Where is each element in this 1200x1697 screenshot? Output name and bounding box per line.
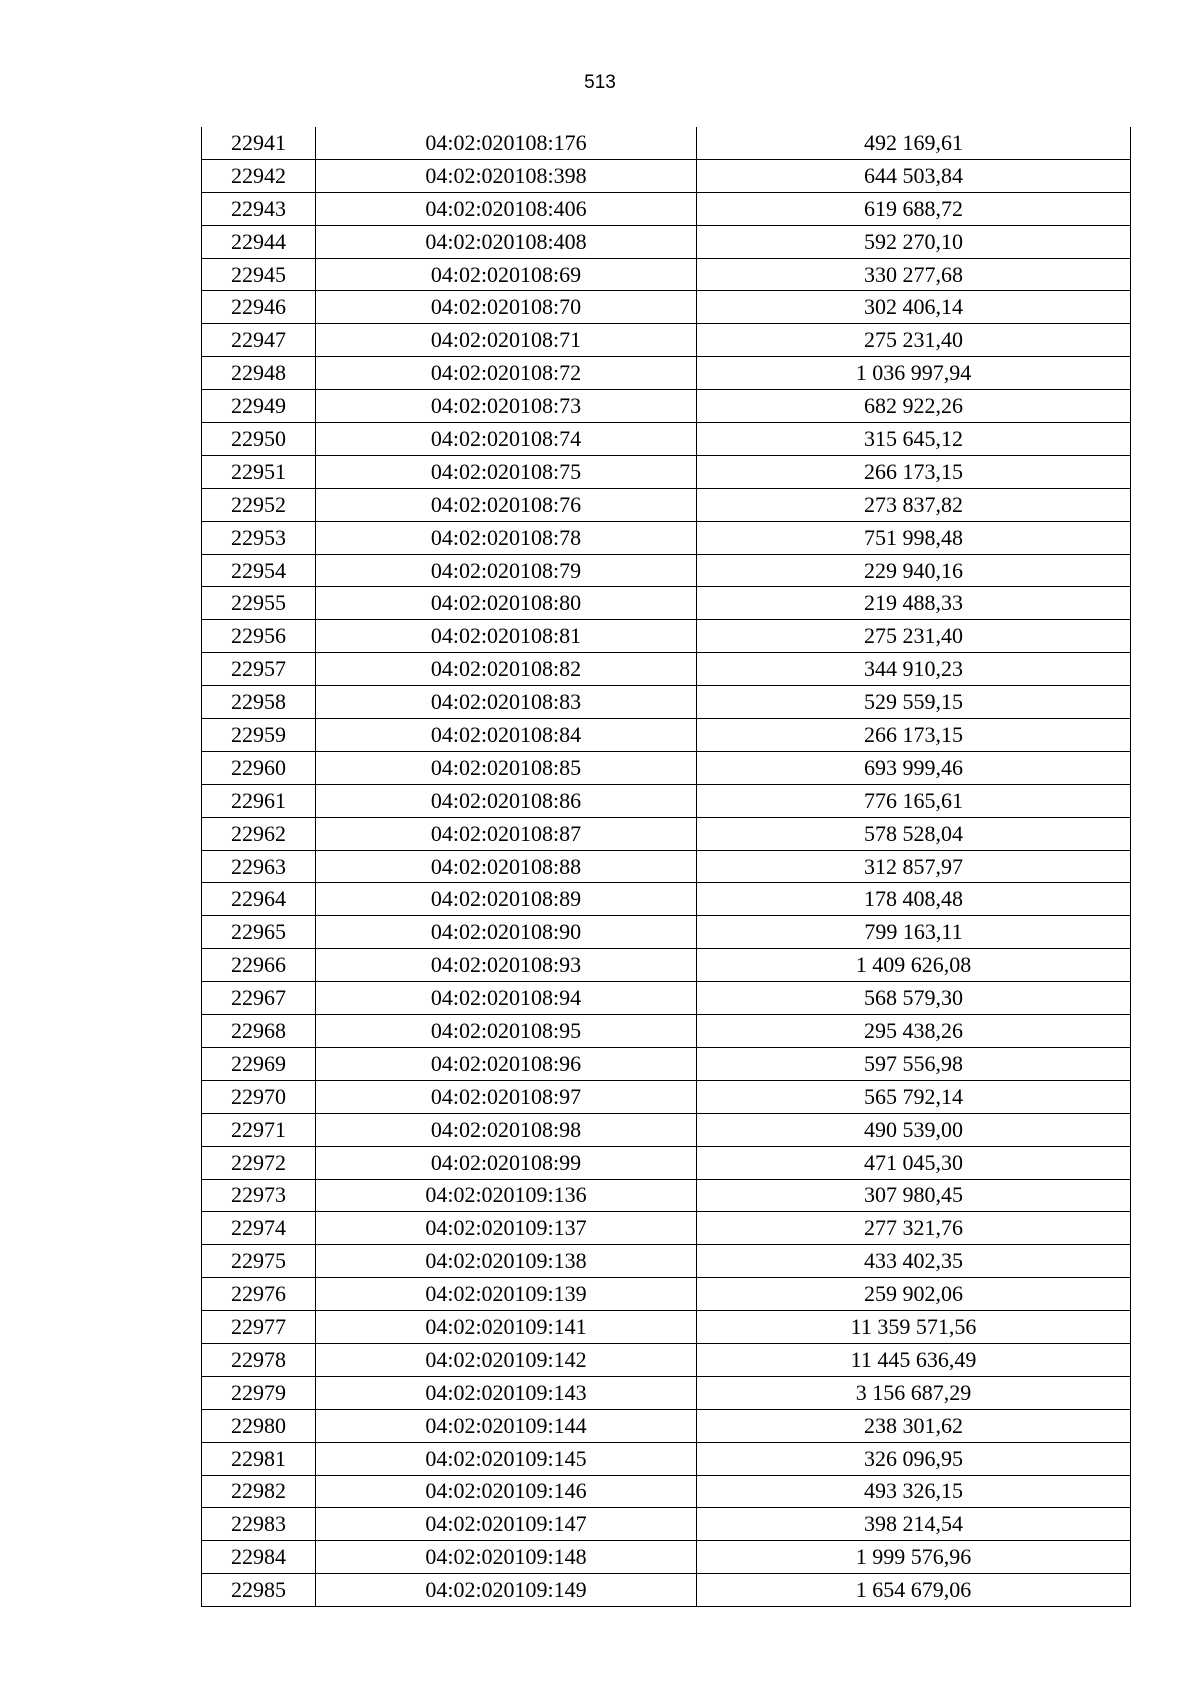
table-row (202, 1146, 1131, 1179)
cadastral-value-table (201, 127, 1131, 1607)
cadastral-value-cell: 273 837,82 (697, 488, 1131, 521)
table-row (202, 587, 1131, 620)
cadastral-value-cell: 398 214,54 (697, 1508, 1131, 1541)
cadastral-value-cell: 578 528,04 (697, 817, 1131, 850)
table-row (202, 850, 1131, 883)
cadastral-value-cell: 799 163,11 (697, 916, 1131, 949)
cadastral-number-cell: 04:02:020108:83 (316, 686, 697, 719)
cadastral-number-cell: 04:02:020108:90 (316, 916, 697, 949)
row-number-cell: 22976 (202, 1278, 316, 1311)
row-number-cell: 22958 (202, 686, 316, 719)
table-row (202, 159, 1131, 192)
table-row (202, 1442, 1131, 1475)
cadastral-value-table-container (201, 127, 1130, 1607)
table-row (202, 751, 1131, 784)
cadastral-value-cell: 493 326,15 (697, 1475, 1131, 1508)
table-row (202, 1212, 1131, 1245)
table-row (202, 653, 1131, 686)
cadastral-number-cell: 04:02:020108:86 (316, 784, 697, 817)
table-row (202, 784, 1131, 817)
cadastral-value-cell: 330 277,68 (697, 258, 1131, 291)
table-row (202, 390, 1131, 423)
cadastral-value-cell: 492 169,61 (697, 127, 1131, 159)
cadastral-value-cell: 568 579,30 (697, 982, 1131, 1015)
row-number-cell: 22972 (202, 1146, 316, 1179)
cadastral-number-cell: 04:02:020108:72 (316, 357, 697, 390)
row-number-cell: 22949 (202, 390, 316, 423)
cadastral-value-cell: 693 999,46 (697, 751, 1131, 784)
table-row (202, 982, 1131, 1015)
row-number-cell: 22957 (202, 653, 316, 686)
row-number-cell: 22981 (202, 1442, 316, 1475)
table-body (202, 127, 1131, 1607)
table-row (202, 1343, 1131, 1376)
cadastral-value-cell: 277 321,76 (697, 1212, 1131, 1245)
cadastral-value-cell: 619 688,72 (697, 192, 1131, 225)
cadastral-value-cell: 682 922,26 (697, 390, 1131, 423)
cadastral-number-cell: 04:02:020109:149 (316, 1574, 697, 1607)
row-number-cell: 22964 (202, 883, 316, 916)
table-row (202, 1311, 1131, 1344)
row-number-cell: 22966 (202, 949, 316, 982)
cadastral-value-cell: 1 036 997,94 (697, 357, 1131, 390)
cadastral-value-cell: 229 940,16 (697, 554, 1131, 587)
row-number-cell: 22950 (202, 423, 316, 456)
cadastral-value-cell: 529 559,15 (697, 686, 1131, 719)
cadastral-number-cell: 04:02:020109:141 (316, 1311, 697, 1344)
table-row (202, 916, 1131, 949)
table-row (202, 1475, 1131, 1508)
cadastral-number-cell: 04:02:020108:82 (316, 653, 697, 686)
table-row (202, 1047, 1131, 1080)
cadastral-value-cell: 776 165,61 (697, 784, 1131, 817)
cadastral-value-cell: 1 999 576,96 (697, 1541, 1131, 1574)
table-row (202, 554, 1131, 587)
table-row (202, 1376, 1131, 1409)
cadastral-number-cell: 04:02:020109:139 (316, 1278, 697, 1311)
row-number-cell: 22954 (202, 554, 316, 587)
row-number-cell: 22955 (202, 587, 316, 620)
row-number-cell: 22951 (202, 455, 316, 488)
cadastral-number-cell: 04:02:020108:97 (316, 1080, 697, 1113)
table-row (202, 1508, 1131, 1541)
row-number-cell: 22968 (202, 1015, 316, 1048)
cadastral-number-cell: 04:02:020108:88 (316, 850, 697, 883)
table-row (202, 883, 1131, 916)
cadastral-value-cell: 315 645,12 (697, 423, 1131, 456)
table-row (202, 1015, 1131, 1048)
row-number-cell: 22960 (202, 751, 316, 784)
row-number-cell: 22942 (202, 159, 316, 192)
cadastral-number-cell: 04:02:020108:70 (316, 291, 697, 324)
cadastral-number-cell: 04:02:020109:136 (316, 1179, 697, 1212)
row-number-cell: 22978 (202, 1343, 316, 1376)
cadastral-number-cell: 04:02:020108:74 (316, 423, 697, 456)
cadastral-value-cell: 644 503,84 (697, 159, 1131, 192)
cadastral-value-cell: 751 998,48 (697, 521, 1131, 554)
table-row (202, 1245, 1131, 1278)
row-number-cell: 22975 (202, 1245, 316, 1278)
cadastral-value-cell: 178 408,48 (697, 883, 1131, 916)
row-number-cell: 22973 (202, 1179, 316, 1212)
cadastral-value-cell: 433 402,35 (697, 1245, 1131, 1278)
row-number-cell: 22984 (202, 1541, 316, 1574)
cadastral-value-cell: 490 539,00 (697, 1113, 1131, 1146)
cadastral-value-cell: 11 445 636,49 (697, 1343, 1131, 1376)
cadastral-number-cell: 04:02:020109:148 (316, 1541, 697, 1574)
cadastral-number-cell: 04:02:020108:408 (316, 225, 697, 258)
table-row (202, 258, 1131, 291)
cadastral-value-cell: 219 488,33 (697, 587, 1131, 620)
cadastral-number-cell: 04:02:020108:87 (316, 817, 697, 850)
cadastral-number-cell: 04:02:020109:143 (316, 1376, 697, 1409)
cadastral-number-cell: 04:02:020108:89 (316, 883, 697, 916)
cadastral-number-cell: 04:02:020109:138 (316, 1245, 697, 1278)
cadastral-number-cell: 04:02:020108:176 (316, 127, 697, 159)
row-number-cell: 22980 (202, 1409, 316, 1442)
cadastral-value-cell: 326 096,95 (697, 1442, 1131, 1475)
table-row (202, 620, 1131, 653)
cadastral-number-cell: 04:02:020108:398 (316, 159, 697, 192)
cadastral-number-cell: 04:02:020108:76 (316, 488, 697, 521)
cadastral-number-cell: 04:02:020108:71 (316, 324, 697, 357)
table-row (202, 1278, 1131, 1311)
cadastral-number-cell: 04:02:020109:137 (316, 1212, 697, 1245)
row-number-cell: 22959 (202, 719, 316, 752)
cadastral-number-cell: 04:02:020108:93 (316, 949, 697, 982)
cadastral-value-cell: 471 045,30 (697, 1146, 1131, 1179)
cadastral-value-cell: 597 556,98 (697, 1047, 1131, 1080)
cadastral-value-cell: 565 792,14 (697, 1080, 1131, 1113)
cadastral-number-cell: 04:02:020108:69 (316, 258, 697, 291)
row-number-cell: 22956 (202, 620, 316, 653)
row-number-cell: 22982 (202, 1475, 316, 1508)
cadastral-number-cell: 04:02:020108:79 (316, 554, 697, 587)
cadastral-number-cell: 04:02:020108:81 (316, 620, 697, 653)
cadastral-number-cell: 04:02:020109:144 (316, 1409, 697, 1442)
row-number-cell: 22943 (202, 192, 316, 225)
row-number-cell: 22948 (202, 357, 316, 390)
row-number-cell: 22983 (202, 1508, 316, 1541)
cadastral-value-cell: 11 359 571,56 (697, 1311, 1131, 1344)
cadastral-value-cell: 275 231,40 (697, 620, 1131, 653)
cadastral-value-cell: 1 654 679,06 (697, 1574, 1131, 1607)
table-row (202, 291, 1131, 324)
row-number-cell: 22967 (202, 982, 316, 1015)
table-row (202, 1409, 1131, 1442)
table-row (202, 1541, 1131, 1574)
row-number-cell: 22952 (202, 488, 316, 521)
cadastral-number-cell: 04:02:020108:80 (316, 587, 697, 620)
cadastral-value-cell: 295 438,26 (697, 1015, 1131, 1048)
table-row (202, 1574, 1131, 1607)
cadastral-number-cell: 04:02:020108:96 (316, 1047, 697, 1080)
table-row (202, 817, 1131, 850)
table-row (202, 686, 1131, 719)
cadastral-number-cell: 04:02:020109:145 (316, 1442, 697, 1475)
table-row (202, 949, 1131, 982)
cadastral-number-cell: 04:02:020108:85 (316, 751, 697, 784)
cadastral-value-cell: 312 857,97 (697, 850, 1131, 883)
table-row (202, 357, 1131, 390)
cadastral-value-cell: 238 301,62 (697, 1409, 1131, 1442)
cadastral-number-cell: 04:02:020108:99 (316, 1146, 697, 1179)
cadastral-value-cell: 3 156 687,29 (697, 1376, 1131, 1409)
cadastral-value-cell: 259 902,06 (697, 1278, 1131, 1311)
row-number-cell: 22971 (202, 1113, 316, 1146)
row-number-cell: 22947 (202, 324, 316, 357)
table-row (202, 1113, 1131, 1146)
cadastral-value-cell: 344 910,23 (697, 653, 1131, 686)
row-number-cell: 22974 (202, 1212, 316, 1245)
table-row (202, 1179, 1131, 1212)
cadastral-number-cell: 04:02:020108:98 (316, 1113, 697, 1146)
row-number-cell: 22944 (202, 225, 316, 258)
cadastral-value-cell: 592 270,10 (697, 225, 1131, 258)
table-row (202, 127, 1131, 159)
row-number-cell: 22946 (202, 291, 316, 324)
row-number-cell: 22985 (202, 1574, 316, 1607)
row-number-cell: 22941 (202, 127, 316, 159)
table-row (202, 225, 1131, 258)
table-row (202, 423, 1131, 456)
page-number: 513 (584, 72, 616, 93)
row-number-cell: 22962 (202, 817, 316, 850)
row-number-cell: 22961 (202, 784, 316, 817)
cadastral-value-cell: 302 406,14 (697, 291, 1131, 324)
cadastral-number-cell: 04:02:020108:95 (316, 1015, 697, 1048)
row-number-cell: 22965 (202, 916, 316, 949)
cadastral-value-cell: 1 409 626,08 (697, 949, 1131, 982)
row-number-cell: 22979 (202, 1376, 316, 1409)
cadastral-number-cell: 04:02:020109:147 (316, 1508, 697, 1541)
cadastral-number-cell: 04:02:020108:75 (316, 455, 697, 488)
cadastral-value-cell: 307 980,45 (697, 1179, 1131, 1212)
cadastral-number-cell: 04:02:020109:146 (316, 1475, 697, 1508)
cadastral-number-cell: 04:02:020108:94 (316, 982, 697, 1015)
row-number-cell: 22977 (202, 1311, 316, 1344)
row-number-cell: 22953 (202, 521, 316, 554)
table-row (202, 1080, 1131, 1113)
cadastral-value-cell: 266 173,15 (697, 719, 1131, 752)
cadastral-number-cell: 04:02:020108:84 (316, 719, 697, 752)
cadastral-value-cell: 275 231,40 (697, 324, 1131, 357)
row-number-cell: 22969 (202, 1047, 316, 1080)
table-row (202, 488, 1131, 521)
table-row (202, 719, 1131, 752)
cadastral-value-cell: 266 173,15 (697, 455, 1131, 488)
table-row (202, 192, 1131, 225)
cadastral-number-cell: 04:02:020108:73 (316, 390, 697, 423)
cadastral-number-cell: 04:02:020108:406 (316, 192, 697, 225)
cadastral-number-cell: 04:02:020109:142 (316, 1343, 697, 1376)
table-row (202, 521, 1131, 554)
row-number-cell: 22945 (202, 258, 316, 291)
cadastral-number-cell: 04:02:020108:78 (316, 521, 697, 554)
table-row (202, 324, 1131, 357)
row-number-cell: 22970 (202, 1080, 316, 1113)
table-row (202, 455, 1131, 488)
row-number-cell: 22963 (202, 850, 316, 883)
